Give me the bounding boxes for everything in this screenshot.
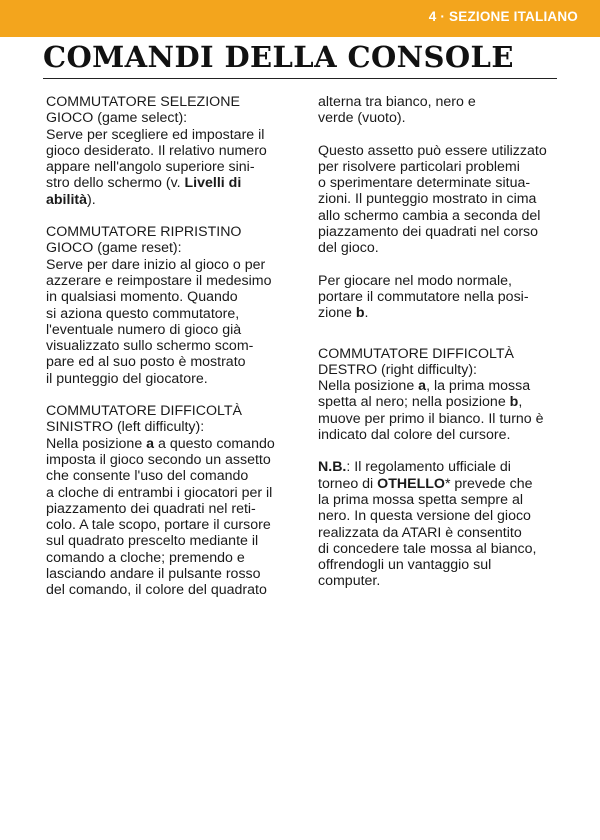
bold-term: abilità	[46, 191, 87, 208]
body-line: pare ed al suo posto è mostrato	[46, 354, 246, 371]
body-line: in qualsiasi momento. Quando	[46, 289, 238, 306]
body-line: piazzamento dei quadrati nel corso	[318, 224, 539, 241]
body-line: realizzata da ATARI è consentito	[318, 524, 522, 541]
body-line: verde (vuoto).	[318, 110, 406, 127]
body-line	[318, 378, 568, 394]
bold-term: b	[509, 394, 519, 411]
body-line: del comando, il colore del quadrato	[46, 582, 267, 599]
game-select-heading-1: COMMUTATORE SELEZIONE	[46, 94, 240, 110]
body-line	[46, 175, 298, 191]
body-line: computer.	[318, 573, 381, 590]
body-line: lasciando andare il pulsante rosso	[46, 566, 261, 583]
body-line	[318, 476, 568, 492]
body-line: si aziona questo commutatore,	[46, 305, 240, 322]
bold-term: N.B.	[318, 459, 347, 476]
body-line: imposta il gioco secondo un assetto	[46, 451, 271, 468]
body-text: * prevede che	[444, 475, 533, 492]
body-text: zione	[318, 305, 356, 322]
game-reset-section	[46, 224, 298, 387]
body-line: per risolvere particolari problemi	[318, 158, 520, 175]
game-select-section	[46, 94, 298, 208]
bold-term: OTHELLO	[377, 475, 445, 492]
body-text: a questo comando	[154, 435, 275, 452]
page-title: COMANDI DELLA CONSOLE	[43, 40, 514, 74]
game-reset-heading-2: GIOCO (game reset):	[46, 240, 182, 257]
body-line: piazzamento dei quadrati nel reti-	[46, 500, 256, 517]
body-text: ).	[87, 191, 96, 208]
assetto-paragraph	[318, 143, 568, 257]
left-column	[46, 94, 298, 615]
title-rule	[43, 78, 557, 79]
bold-term: b	[355, 305, 365, 322]
body-text: Nella posizione	[46, 435, 147, 452]
section-label: 4 · SEZIONE ITALIANO	[428, 9, 578, 24]
body-line: il punteggio del giocatore.	[46, 370, 208, 387]
body-line	[46, 192, 298, 208]
body-line: Serve per dare inizio al gioco o per	[46, 256, 266, 273]
right-difficulty-section	[318, 346, 568, 444]
body-line: Serve per scegliere ed impostare il	[46, 126, 265, 143]
game-select-heading-2: GIOCO (game select):	[46, 110, 188, 127]
body-line: di concedere tale mossa al bianco,	[318, 540, 537, 557]
body-line: visualizzato sullo schermo scom-	[46, 338, 254, 355]
body-line: comando a cloche; premendo e	[46, 549, 245, 566]
body-line: muove per primo il bianco. Il turno è	[318, 410, 544, 427]
bold-term: a	[146, 435, 155, 452]
section-header-band	[0, 0, 600, 37]
body-line: portare il commutatore nella posi-	[318, 288, 529, 305]
body-line: sul quadrato prescelto mediante il	[46, 533, 259, 550]
body-text: : Il regolamento ufficiale di	[346, 459, 511, 476]
body-line: l'eventuale numero di gioco già	[46, 321, 242, 338]
body-line: la prima mossa spetta sempre al	[318, 491, 524, 508]
body-line: nero. In questa versione del gioco	[318, 508, 531, 525]
left-difficulty-section	[46, 403, 298, 599]
body-line: o sperimentare determinate situa-	[318, 175, 531, 192]
body-line	[318, 459, 568, 475]
body-text: Nella posizione	[318, 378, 419, 395]
body-text: .	[364, 305, 369, 322]
left-difficulty-heading-2: SINISTRO (left difficulty):	[46, 419, 205, 436]
game-reset-heading-1: COMMUTATORE RIPRISTINO	[46, 224, 242, 241]
body-text: torneo di	[318, 475, 378, 492]
right-difficulty-heading-1: COMMUTATORE DIFFICOLTÀ	[318, 345, 514, 362]
body-text: ,	[518, 394, 523, 411]
body-line: del gioco.	[318, 240, 379, 257]
body-text: , la prima mossa	[426, 378, 531, 395]
right-column	[318, 94, 568, 606]
body-line	[318, 394, 568, 410]
nb-paragraph	[318, 459, 568, 589]
body-line: che consente l'uso del comando	[46, 468, 249, 485]
body-line: gioco desiderato. Il relativo numero	[46, 142, 267, 159]
bold-term: a	[418, 378, 427, 395]
body-line: colo. A tale scopo, portare il cursore	[46, 517, 271, 534]
body-line: offrendogli un vantaggio sul	[318, 557, 492, 574]
body-line: allo schermo cambia a seconda del	[318, 207, 541, 224]
body-text: spetta al nero; nella posizione	[318, 394, 510, 411]
body-line: indicato dal colore del cursore.	[318, 427, 511, 444]
body-line: appare nell'angolo superiore sini-	[46, 159, 255, 176]
left-difficulty-heading-1: COMMUTATORE DIFFICOLTÀ	[46, 403, 242, 420]
body-line	[318, 305, 568, 321]
right-difficulty-heading-2: DESTRO (right difficulty):	[318, 361, 477, 378]
continuation-paragraph	[318, 94, 568, 127]
body-line	[46, 436, 298, 452]
body-line: zioni. Il punteggio mostrato in cima	[318, 191, 537, 208]
body-line: alterna tra bianco, nero e	[318, 94, 476, 110]
body-line: a cloche di entrambi i giocatori per il	[46, 484, 273, 501]
bold-term: Livelli di	[184, 175, 242, 192]
body-text: stro dello schermo (v.	[46, 175, 185, 192]
normal-mode-paragraph	[318, 273, 568, 322]
body-line: azzerare e reimpostare il medesimo	[46, 272, 272, 289]
body-line: Questo assetto può essere utilizzato	[318, 142, 547, 159]
body-line: Per giocare nel modo normale,	[318, 272, 512, 289]
